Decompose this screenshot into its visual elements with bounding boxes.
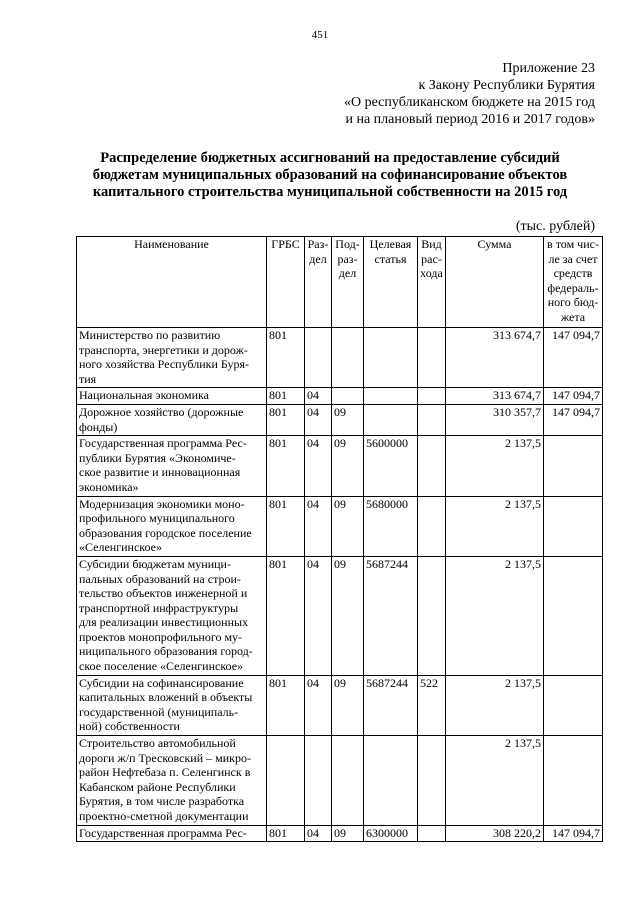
appendix-line: «О республиканском бюджете на 2015 год xyxy=(344,95,595,110)
cell-podrazdel: 09 xyxy=(332,556,364,675)
cell-vid xyxy=(418,328,446,388)
cell-sum: 2 137,5 xyxy=(446,436,544,496)
table-body xyxy=(77,328,603,842)
table-row xyxy=(77,436,603,496)
cell-grbs: 801 xyxy=(267,404,305,435)
cell-name: Субсидии на софинансирование капитальных вложений в объекты государственной (муниципаль- ной) собственности xyxy=(77,675,267,735)
cell-sum: 2 137,5 xyxy=(446,675,544,735)
cell-name: Дорожное хозяйство (дорожные фонды) xyxy=(77,404,267,435)
cell-grbs: 801 xyxy=(267,496,305,556)
cell-federal: 147 094,7 xyxy=(544,328,603,388)
table-row xyxy=(77,496,603,556)
header-federal: в том чис- ле за счет средств федераль- ного бюд- жета xyxy=(544,237,603,328)
cell-target xyxy=(364,388,418,405)
cell-razdel: 04 xyxy=(305,436,332,496)
appendix-reference xyxy=(344,60,595,128)
table-row xyxy=(77,404,603,435)
cell-grbs: 801 xyxy=(267,675,305,735)
cell-vid xyxy=(418,736,446,826)
cell-razdel: 04 xyxy=(305,388,332,405)
title-line: капитального строительства муниципальной собственности на 2015 год xyxy=(92,184,568,200)
cell-target: 5600000 xyxy=(364,436,418,496)
cell-sum: 2 137,5 xyxy=(446,496,544,556)
cell-sum: 310 357,7 xyxy=(446,404,544,435)
cell-podrazdel xyxy=(332,328,364,388)
cell-grbs xyxy=(267,736,305,826)
cell-federal xyxy=(544,736,603,826)
cell-federal xyxy=(544,556,603,675)
cell-grbs: 801 xyxy=(267,825,305,842)
table-row xyxy=(77,825,603,842)
cell-target: 5680000 xyxy=(364,496,418,556)
cell-vid xyxy=(418,404,446,435)
cell-podrazdel: 09 xyxy=(332,436,364,496)
cell-sum: 2 137,5 xyxy=(446,556,544,675)
cell-razdel: 04 xyxy=(305,825,332,842)
cell-podrazdel: 09 xyxy=(332,825,364,842)
cell-name: Национальная экономика xyxy=(77,388,267,405)
units-label: (тыс. рублей) xyxy=(515,219,595,234)
cell-vid xyxy=(418,436,446,496)
cell-razdel: 04 xyxy=(305,556,332,675)
title-line: бюджетам муниципальных образований на софинансирование объектов xyxy=(92,167,568,183)
header-target: Целевая статья xyxy=(364,237,418,328)
cell-grbs: 801 xyxy=(267,388,305,405)
budget-table xyxy=(76,236,603,842)
header-grbs: ГРБС xyxy=(267,237,305,328)
cell-podrazdel: 09 xyxy=(332,404,364,435)
appendix-line: к Закону Республики Бурятия xyxy=(418,78,595,93)
cell-grbs: 801 xyxy=(267,328,305,388)
cell-name: Государственная программа Рес- публики Бурятия «Экономиче- ское развитие и инновационная экономика» xyxy=(77,436,267,496)
cell-sum: 308 220,2 xyxy=(446,825,544,842)
cell-federal: 147 094,7 xyxy=(544,404,603,435)
cell-target xyxy=(364,736,418,826)
cell-grbs: 801 xyxy=(267,436,305,496)
title-line: Распределение бюджетных ассигнований на предоставление субсидий xyxy=(100,150,560,166)
cell-podrazdel xyxy=(332,388,364,405)
cell-sum: 2 137,5 xyxy=(446,736,544,826)
cell-federal xyxy=(544,675,603,735)
cell-razdel: 04 xyxy=(305,496,332,556)
table-row xyxy=(77,736,603,826)
header-vid: Вид рас- хода xyxy=(418,237,446,328)
cell-razdel: 04 xyxy=(305,404,332,435)
cell-sum: 313 674,7 xyxy=(446,388,544,405)
cell-podrazdel: 09 xyxy=(332,675,364,735)
cell-target: 6300000 xyxy=(364,825,418,842)
cell-grbs: 801 xyxy=(267,556,305,675)
cell-razdel xyxy=(305,328,332,388)
header-podrazdel: Под- раз- дел xyxy=(332,237,364,328)
cell-federal xyxy=(544,436,603,496)
cell-vid xyxy=(418,825,446,842)
page-number: 451 xyxy=(311,29,329,41)
table-row xyxy=(77,328,603,388)
cell-target xyxy=(364,328,418,388)
table-row xyxy=(77,675,603,735)
cell-name: Субсидии бюджетам муници- пальных образований на строи- тельство объектов инженерной и транспортной инфраструктуры для реализации инвестиционных проектов монопрофильного му- ниципального образования город- ское поселение «Селенгинское» xyxy=(77,556,267,675)
table-row xyxy=(77,556,603,675)
cell-podrazdel xyxy=(332,736,364,826)
header-name: Наименование xyxy=(77,237,267,328)
cell-podrazdel: 09 xyxy=(332,496,364,556)
document-title xyxy=(60,150,600,201)
cell-target: 5687244 xyxy=(364,556,418,675)
cell-razdel: 04 xyxy=(305,675,332,735)
cell-vid xyxy=(418,388,446,405)
cell-name: Министерство по развитию транспорта, энергетики и дорож- ного хозяйства Республики Буря- тия xyxy=(77,328,267,388)
cell-federal: 147 094,7 xyxy=(544,388,603,405)
cell-vid xyxy=(418,496,446,556)
cell-target: 5687244 xyxy=(364,675,418,735)
cell-target xyxy=(364,404,418,435)
cell-name: Строительство автомобильной дороги ж/п Тресковский – микро- район Нефтебаза п. Селенгинск в Кабанском районе Республики Бурятия, в том числе разработка проектно-сметной документации xyxy=(77,736,267,826)
appendix-line: и на плановый период 2016 и 2017 годов» xyxy=(345,112,595,127)
cell-name: Модернизация экономики моно- профильного муниципального образования городское поселение «Селенгинское» xyxy=(77,496,267,556)
header-sum: Сумма xyxy=(446,237,544,328)
cell-vid: 522 xyxy=(418,675,446,735)
table-header-row xyxy=(77,237,603,328)
cell-federal: 147 094,7 xyxy=(544,825,603,842)
cell-sum: 313 674,7 xyxy=(446,328,544,388)
cell-federal xyxy=(544,496,603,556)
cell-vid xyxy=(418,556,446,675)
cell-name: Государственная программа Рес- xyxy=(77,825,267,842)
appendix-line: Приложение 23 xyxy=(502,61,595,76)
header-razdel: Раз- дел xyxy=(305,237,332,328)
cell-razdel xyxy=(305,736,332,826)
table-row xyxy=(77,388,603,405)
